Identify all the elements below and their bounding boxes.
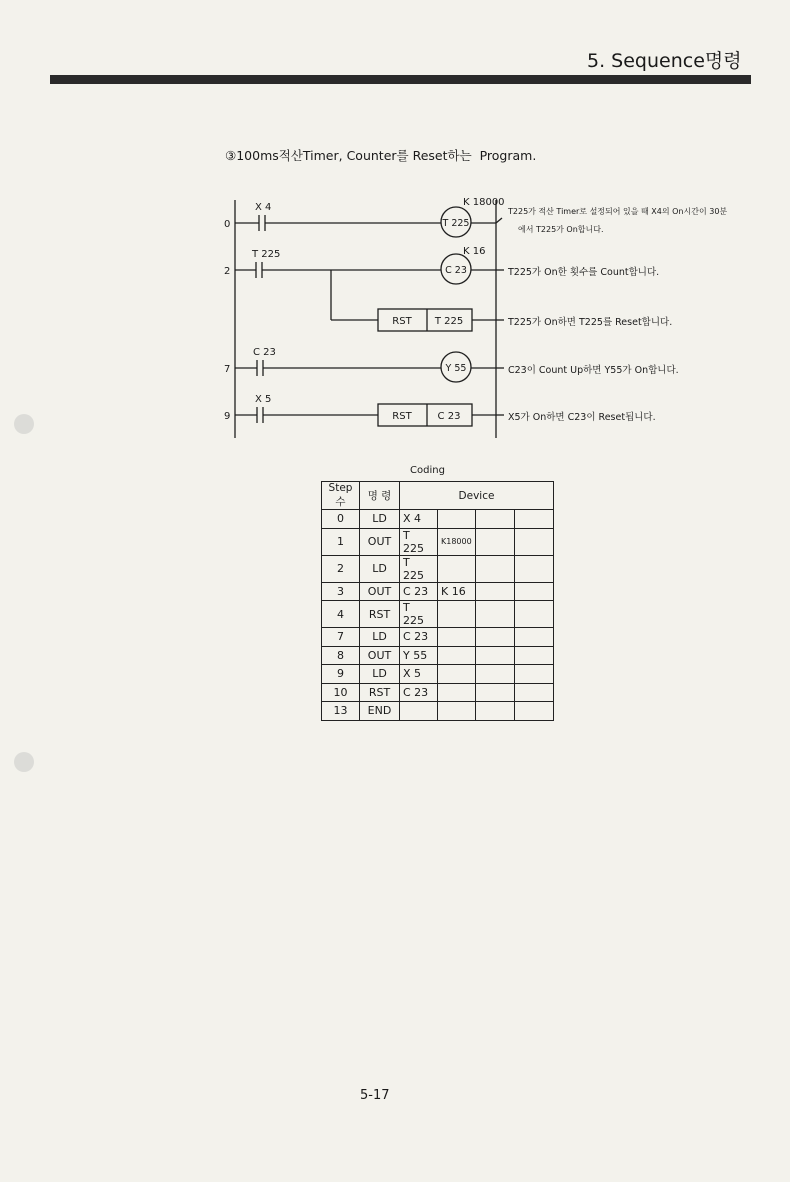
header-device: Device (400, 482, 554, 510)
cell-step: 9 (322, 665, 360, 684)
table-row (322, 510, 554, 529)
cell-empty (515, 555, 554, 582)
cell-step: 7 (322, 628, 360, 647)
cell-empty (476, 510, 515, 529)
cell-extra (438, 628, 476, 647)
cell-instruction: OUT (360, 646, 400, 665)
page-number: 5-17 (360, 1088, 390, 1103)
cell-step: 13 (322, 702, 360, 721)
cell-step: 0 (322, 510, 360, 529)
cell-step: 3 (322, 582, 360, 601)
cell-device: T 225 (400, 601, 438, 628)
cell-device: Y 55 (400, 646, 438, 665)
cell-empty (476, 702, 515, 721)
cell-extra (438, 555, 476, 582)
step-number: 7 (224, 364, 231, 375)
coding-header-row (322, 482, 554, 510)
cell-empty (476, 555, 515, 582)
cell-instruction: END (360, 702, 400, 721)
cell-instruction: RST (360, 601, 400, 628)
annotation-t225-reset: T225가 On하면 T225를 Reset합니다. (508, 317, 673, 328)
header-step: Step수 (322, 482, 360, 510)
cell-instruction: LD (360, 510, 400, 529)
header-instruction: 명 령 (360, 482, 400, 510)
instruction-label: RST (392, 411, 412, 422)
cell-empty (515, 601, 554, 628)
cell-empty (515, 628, 554, 647)
coding-table (321, 481, 554, 721)
cell-extra (438, 646, 476, 665)
cell-device: T 225 (400, 528, 438, 555)
page-header-title: 5. Sequence명령 (587, 50, 742, 72)
cell-device (400, 702, 438, 721)
cell-empty (515, 702, 554, 721)
annotation-y55-on: C23이 Count Up하면 Y55가 On합니다. (508, 365, 679, 376)
contact-label: C 23 (253, 347, 276, 358)
cell-instruction: LD (360, 665, 400, 684)
contact-label: X 5 (255, 394, 272, 405)
cell-empty (476, 683, 515, 702)
coil-label: C 23 (445, 265, 467, 276)
cell-empty (476, 646, 515, 665)
annotation-c23-count: T225가 On한 횟수를 Count합니다. (508, 267, 660, 278)
step-number: 2 (224, 266, 231, 277)
coding-title: Coding (410, 465, 445, 476)
table-row (322, 528, 554, 555)
cell-device: X 5 (400, 665, 438, 684)
cell-extra (438, 665, 476, 684)
coil-label: Y 55 (445, 363, 467, 374)
cell-empty (476, 601, 515, 628)
cell-extra (438, 510, 476, 529)
cell-step: 8 (322, 646, 360, 665)
cell-empty (515, 510, 554, 529)
table-row (322, 683, 554, 702)
cell-step: 2 (322, 555, 360, 582)
cell-extra: K18000 (438, 528, 476, 555)
cell-instruction: OUT (360, 528, 400, 555)
cell-extra (438, 601, 476, 628)
cell-device: C 23 (400, 683, 438, 702)
instruction-device: T 225 (434, 316, 464, 327)
coil-setting: K 16 (463, 246, 486, 257)
cell-extra (438, 702, 476, 721)
instruction-label: RST (392, 316, 412, 327)
cell-step: 1 (322, 528, 360, 555)
step-number: 9 (224, 411, 231, 422)
cell-device: C 23 (400, 628, 438, 647)
instruction-device: C 23 (437, 411, 461, 422)
cell-empty (476, 582, 515, 601)
cell-device: T 225 (400, 555, 438, 582)
cell-empty (515, 683, 554, 702)
step-number: 0 (224, 219, 231, 230)
table-row (322, 555, 554, 582)
cell-step: 4 (322, 601, 360, 628)
table-row (322, 582, 554, 601)
cell-empty (515, 665, 554, 684)
annotation-t225-line1: T225가 적산 Timer로 설정되어 있을 때 X4의 On시간이 30분 (508, 207, 728, 216)
coil-setting: K 18000 (463, 197, 505, 208)
cell-empty (515, 582, 554, 601)
coil-label: T 225 (442, 218, 470, 229)
annotation-t225-line2: 에서 T225가 On합니다. (518, 225, 604, 234)
cell-step: 10 (322, 683, 360, 702)
cell-instruction: LD (360, 628, 400, 647)
table-row (322, 665, 554, 684)
cell-empty (476, 528, 515, 555)
cell-instruction: LD (360, 555, 400, 582)
contact-label: T 225 (252, 249, 281, 260)
annotation-c23-reset: X5가 On하면 C23이 Reset됩니다. (508, 412, 656, 423)
cell-instruction: RST (360, 683, 400, 702)
cell-extra: K 16 (438, 582, 476, 601)
table-row (322, 646, 554, 665)
cell-device: X 4 (400, 510, 438, 529)
contact-label: X 4 (255, 202, 272, 213)
cell-empty (476, 665, 515, 684)
cell-instruction: OUT (360, 582, 400, 601)
cell-empty (515, 528, 554, 555)
cell-device: C 23 (400, 582, 438, 601)
table-row (322, 601, 554, 628)
cell-empty (476, 628, 515, 647)
cell-empty (515, 646, 554, 665)
cell-extra (438, 683, 476, 702)
section-title: ③100ms적산Timer, Counter를 Reset하는 Program. (225, 148, 537, 163)
table-row (322, 628, 554, 647)
table-row (322, 702, 554, 721)
